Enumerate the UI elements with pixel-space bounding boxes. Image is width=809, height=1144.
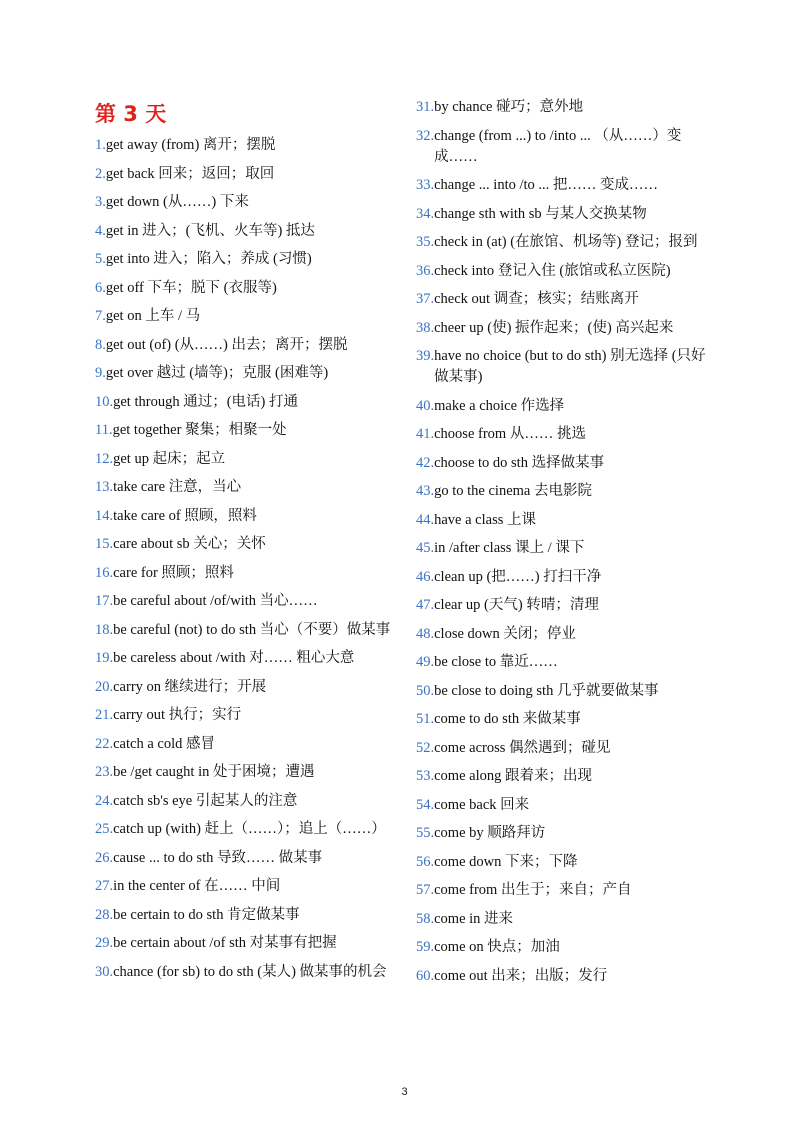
- phrase-number: 1.: [95, 137, 106, 153]
- phrase-item: [416, 652, 716, 673]
- phrase-text: get on 上车 / 马: [105, 308, 201, 324]
- phrase-item: [95, 278, 395, 299]
- phrase-text: get down (从……) 下来: [105, 194, 249, 210]
- phrase-number: 19.: [95, 650, 114, 666]
- phrase-item: [416, 97, 716, 118]
- phrase-number: 17.: [95, 593, 114, 609]
- phrase-text: get up 起床；起立: [113, 450, 226, 467]
- phrase-number: 2.: [95, 165, 106, 182]
- phrase-text: come back 回来: [434, 796, 530, 813]
- phrase-item: [416, 424, 716, 445]
- phrase-number: 52.: [416, 739, 435, 756]
- phrase-text: be /get caught in 处于困境；遭遇: [113, 764, 315, 780]
- phrase-text: cheer up (使) 振作起来；(使) 高兴起来: [434, 319, 674, 336]
- phrase-number: 53.: [416, 768, 435, 784]
- phrase-text: clean up (把……) 打扫干净: [434, 568, 602, 585]
- phrase-text: clear up (天气) 转晴；清理: [434, 597, 599, 613]
- phrase-text: have no choice (but to do sth) 别无选择 (只好做某事): [434, 348, 706, 385]
- phrase-number: 26.: [95, 849, 114, 866]
- phrase-text: carry on 继续进行；开展: [113, 678, 267, 695]
- phrase-text: come down 下来；下降: [434, 853, 578, 870]
- phrase-item: [95, 506, 395, 527]
- phrase-text: by chance 碰巧；意外地: [434, 99, 584, 115]
- phrase-number: 59.: [416, 939, 435, 955]
- phrase-text: get into 进入；陷入；养成 (习惯): [105, 251, 312, 267]
- phrase-number: 38.: [416, 319, 435, 336]
- phrase-item: [416, 175, 716, 196]
- phrase-item: [416, 567, 716, 588]
- phrase-item: [95, 164, 395, 185]
- phrase-number: 41.: [416, 426, 435, 442]
- phrase-item: [416, 909, 716, 930]
- phrase-text: change ... into /to ... 把…… 变成……: [434, 177, 659, 193]
- phrase-item: [95, 933, 395, 954]
- phrase-text: come across 偶然遇到；碰见: [434, 739, 611, 756]
- phrase-number: 56.: [416, 853, 435, 870]
- phrase-text: check in (at) (在旅馆、机场等) 登记；报到: [434, 234, 698, 250]
- phrase-item: [95, 477, 395, 498]
- phrase-number: 40.: [416, 397, 435, 414]
- phrase-item: [95, 363, 395, 384]
- phrase-text: catch sb's eye 引起某人的注意: [113, 792, 298, 809]
- phrase-item: [95, 905, 395, 926]
- phrase-number: 28.: [95, 906, 114, 923]
- phrase-number: 6.: [95, 279, 106, 296]
- phrase-number: 37.: [416, 291, 435, 307]
- phrase-item: [416, 966, 716, 987]
- phrase-item: [95, 449, 395, 470]
- phrase-number: 23.: [95, 764, 114, 780]
- phrase-number: 57.: [416, 882, 435, 898]
- phrase-number: 25.: [95, 821, 114, 837]
- phrase-text: get off 下车；脱下 (衣服等): [105, 279, 277, 296]
- phrase-text: take care 注意，当心: [113, 479, 242, 495]
- phrase-item: [95, 392, 395, 413]
- phrase-number: 48.: [416, 625, 435, 642]
- phrase-text: check out 调查；核实；结账离开: [434, 291, 639, 307]
- phrase-item: [416, 880, 716, 901]
- phrase-item: [95, 306, 395, 327]
- phrase-number: 5.: [95, 251, 106, 267]
- phrase-text: get together 聚集；相聚一处: [112, 422, 287, 438]
- phrase-text: get through 通过；(电话) 打通: [113, 393, 298, 410]
- page-number: 3: [401, 1086, 408, 1098]
- phrase-item: [416, 346, 716, 388]
- phrase-item: [416, 481, 716, 502]
- phrase-number: 51.: [416, 711, 435, 727]
- phrase-number: 12.: [95, 450, 114, 467]
- phrase-text: choose to do sth 选择做某事: [434, 454, 605, 471]
- phrase-number: 21.: [95, 707, 114, 723]
- phrase-text: carry out 执行；实行: [113, 707, 242, 723]
- phrase-item: [95, 648, 395, 669]
- phrase-number: 39.: [416, 348, 435, 364]
- phrase-item: [416, 624, 716, 645]
- phrase-item: [95, 221, 395, 242]
- phrase-item: [95, 876, 395, 897]
- phrase-text: chance (for sb) to do sth (某人) 做某事的机会: [113, 963, 387, 980]
- phrase-number: 8.: [95, 336, 106, 353]
- phrase-text: be close to doing sth 几乎就要做某事: [434, 682, 659, 699]
- phrase-number: 13.: [95, 479, 114, 495]
- phrase-text: in the center of 在…… 中间: [113, 878, 281, 894]
- phrase-number: 30.: [95, 963, 114, 980]
- phrase-number: 20.: [95, 678, 114, 695]
- phrase-number: 16.: [95, 564, 114, 581]
- phrase-number: 18.: [95, 621, 114, 638]
- phrase-number: 22.: [95, 735, 114, 752]
- phrase-number: 55.: [416, 825, 435, 841]
- phrase-number: 50.: [416, 682, 435, 699]
- phrase-number: 34.: [416, 205, 435, 222]
- phrase-item: [95, 791, 395, 812]
- phrase-item: [416, 738, 716, 759]
- phrase-number: 10.: [95, 393, 114, 410]
- phrase-item: [416, 823, 716, 844]
- phrase-item: [416, 852, 716, 873]
- phrase-item: [95, 819, 395, 840]
- phrase-item: [95, 962, 395, 983]
- phrase-text: get in 进入；(飞机、火车等) 抵达: [105, 222, 315, 239]
- phrase-text: come from 出生于；来自；产自: [434, 882, 632, 898]
- phrase-number: 7.: [95, 308, 106, 324]
- phrase-text: check into 登记入住 (旅馆或私立医院): [434, 262, 671, 279]
- phrase-item: [416, 709, 716, 730]
- phrase-number: 15.: [95, 536, 114, 552]
- phrase-number: 45.: [416, 540, 435, 556]
- phrase-item: [416, 261, 716, 282]
- phrase-list-left: [95, 135, 395, 990]
- phrase-item: [95, 135, 395, 156]
- phrase-text: be certain to do sth 肯定做某事: [113, 906, 300, 923]
- phrase-text: come in 进来: [434, 910, 514, 927]
- phrase-number: 49.: [416, 654, 435, 670]
- phrase-text: get back 回来；返回；取回: [105, 165, 275, 182]
- phrase-number: 24.: [95, 792, 114, 809]
- phrase-text: care about sb 关心；关怀: [113, 536, 266, 552]
- phrase-item: [95, 563, 395, 584]
- phrase-text: get over 越过 (墙等)；克服 (困难等): [105, 365, 329, 381]
- phrase-number: 14.: [95, 507, 114, 524]
- phrase-text: take care of 照顾，照料: [113, 507, 257, 524]
- phrase-item: [416, 289, 716, 310]
- phrase-text: in /after class 课上 / 课下: [434, 540, 585, 556]
- phrase-text: change sth with sb 与某人交换某物: [434, 205, 647, 222]
- phrase-text: come by 顺路拜访: [434, 825, 546, 841]
- phrase-text: go to the cinema 去电影院: [434, 483, 592, 499]
- phrase-text: come on 快点；加油: [434, 939, 560, 955]
- phrase-item: [95, 734, 395, 755]
- phrase-text: make a choice 作选择: [434, 397, 565, 414]
- phrase-text: catch a cold 感冒: [113, 735, 215, 752]
- phrase-item: [95, 762, 395, 783]
- phrase-item: [416, 510, 716, 531]
- phrase-number: 9.: [95, 365, 106, 381]
- phrase-item: [416, 681, 716, 702]
- phrase-number: 42.: [416, 454, 435, 471]
- page-title: 第 3 天: [95, 102, 167, 126]
- phrase-item: [95, 192, 395, 213]
- phrase-text: change (from ...) to /into ... （从……）变成……: [434, 127, 682, 165]
- phrase-number: 47.: [416, 597, 435, 613]
- phrase-item: [416, 937, 716, 958]
- phrase-text: get away (from) 离开；摆脱: [105, 137, 276, 153]
- phrase-list-right: [416, 97, 716, 994]
- phrase-number: 3.: [95, 194, 106, 210]
- phrase-item: [416, 318, 716, 339]
- phrase-item: [416, 538, 716, 559]
- phrase-item: [95, 591, 395, 612]
- phrase-number: 35.: [416, 234, 435, 250]
- phrase-item: [95, 534, 395, 555]
- phrase-text: care for 照顾；照料: [113, 564, 234, 581]
- phrase-number: 58.: [416, 910, 435, 927]
- phrase-text: be careful (not) to do sth 当心（不要）做某事: [113, 621, 391, 638]
- phrase-number: 29.: [95, 935, 114, 951]
- phrase-number: 54.: [416, 796, 435, 813]
- phrase-number: 27.: [95, 878, 114, 894]
- phrase-item: [416, 595, 716, 616]
- phrase-text: close down 关闭；停业: [434, 625, 576, 642]
- phrase-item: [416, 396, 716, 417]
- phrase-number: 43.: [416, 483, 435, 499]
- phrase-text: catch up (with) 赶上（……）；追上（……）: [113, 821, 386, 837]
- phrase-text: come out 出来；出版；发行: [434, 967, 608, 984]
- phrase-text: be careful about /of/with 当心……: [113, 593, 318, 609]
- phrase-text: be close to 靠近……: [434, 654, 558, 670]
- phrase-item: [416, 453, 716, 474]
- phrase-item: [416, 126, 716, 168]
- phrase-item: [416, 766, 716, 787]
- phrase-number: 46.: [416, 568, 435, 585]
- phrase-text: come to do sth 来做某事: [434, 711, 581, 727]
- phrase-number: 11.: [95, 422, 113, 438]
- phrase-text: be careless about /with 对…… 粗心大意: [113, 650, 355, 666]
- phrase-number: 32.: [416, 127, 435, 144]
- phrase-item: [416, 232, 716, 253]
- phrase-number: 31.: [416, 99, 435, 115]
- phrase-item: [95, 848, 395, 869]
- phrase-item: [416, 795, 716, 816]
- phrase-item: [95, 620, 395, 641]
- phrase-number: 33.: [416, 177, 435, 193]
- phrase-number: 44.: [416, 511, 435, 528]
- phrase-item: [95, 705, 395, 726]
- phrase-item: [416, 204, 716, 225]
- phrase-item: [95, 420, 395, 441]
- phrase-text: come along 跟着来；出现: [434, 768, 592, 784]
- phrase-text: have a class 上课: [434, 511, 536, 528]
- phrase-text: get out (of) (从……) 出去；离开；摆脱: [105, 336, 348, 353]
- phrase-text: be certain about /of sth 对某事有把握: [113, 935, 337, 951]
- phrase-item: [95, 249, 395, 270]
- phrase-item: [95, 335, 395, 356]
- phrase-number: 36.: [416, 262, 435, 279]
- phrase-item: [95, 677, 395, 698]
- phrase-text: cause ... to do sth 导致…… 做某事: [113, 849, 323, 866]
- phrase-text: choose from 从…… 挑选: [434, 426, 586, 442]
- phrase-number: 60.: [416, 967, 435, 984]
- phrase-number: 4.: [95, 222, 106, 239]
